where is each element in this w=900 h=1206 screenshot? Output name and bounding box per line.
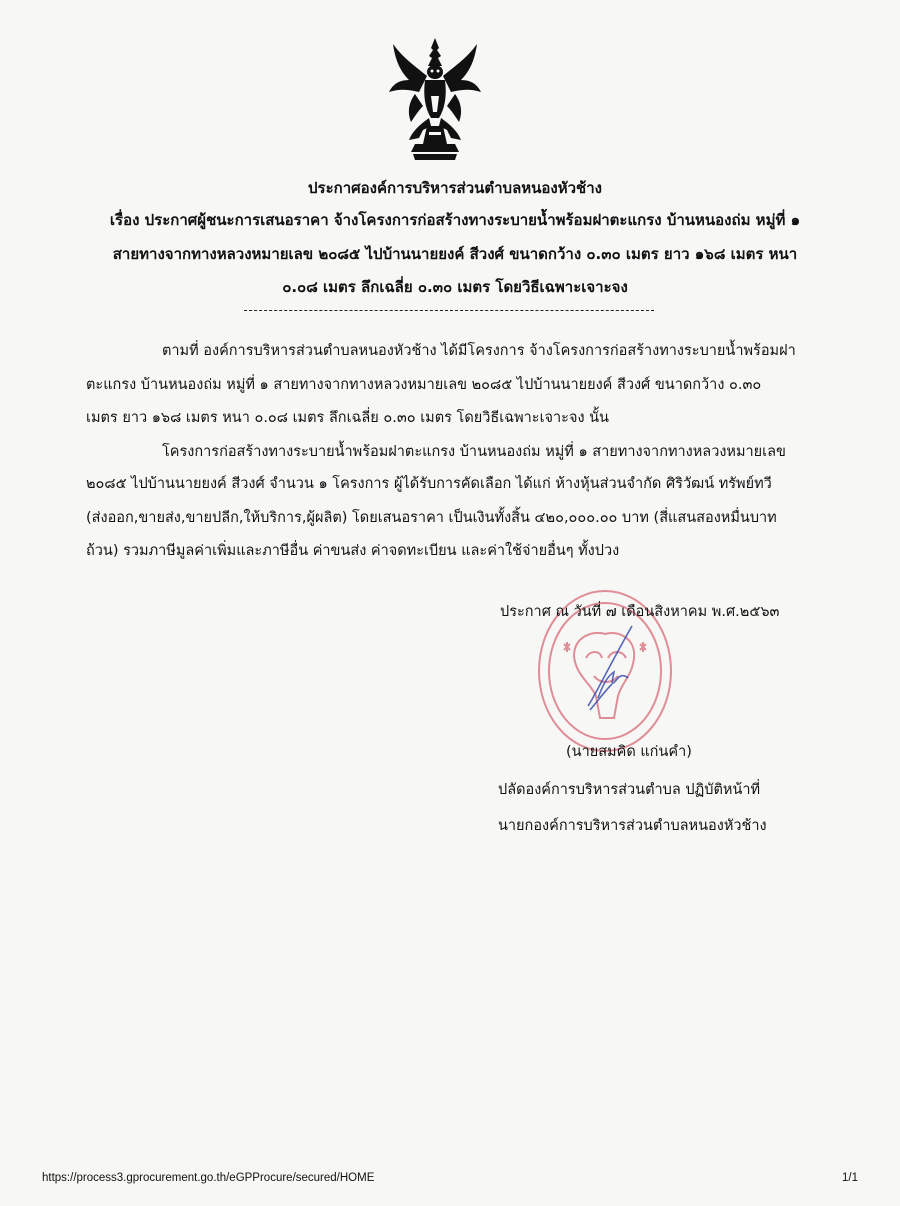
paragraph2-line-2: ๒๐๘๕ ไปบ้านนายยงค์ สีวงศ์ จำนวน ๑ โครงการ ผู้ได้รับการคัดเลือก ได้แก่ ห้างหุ้นส่วนจำกัด ศิริวัฒน์ ทรัพย์ทวี [86,476,772,492]
signatory-position-line-1: ปลัดองค์การบริหารส่วนตำบล ปฏิบัติหน้าที่ [498,782,761,798]
signatory-position-line-2: นายกองค์การบริหารส่วนตำบลหนองหัวช้าง [498,818,767,834]
paragraph1-line-2: ตะแกรง บ้านหนองถ่ม หมู่ที่ ๑ สายทางจากทางหลวงหมายเลข ๒๐๘๕ ไปบ้านนายยงค์ สีวงศ์ ขนาดกว้าง ๐.๓๐ [86,377,762,393]
separator-rule [244,310,654,311]
footer-url: https://process3.gprocurement.go.th/eGPProcure/secured/HOME [42,1172,375,1184]
page-number: 1/1 [842,1172,858,1184]
garuda-emblem-icon [385,36,485,164]
paragraph2-line-1: โครงการก่อสร้างทางระบายน้ำพร้อมฝาตะแกรง บ้านหนองถ่ม หมู่ที่ ๑ สายทางจากทางหลวงหมายเลข [162,444,786,460]
paragraph1-line-1: ตามที่ องค์การบริหารส่วนตำบลหนองหัวช้าง ได้มีโครงการ จ้างโครงการก่อสร้างทางระบายน้ำพร้อมฝา [162,343,796,359]
document-authority-title: ประกาศองค์การบริหารส่วนตำบลหนองหัวช้าง [308,179,602,197]
paragraph1-line-3: เมตร ยาว ๑๖๘ เมตร หนา ๐.๐๘ เมตร ลึกเฉลี่ย ๐.๓๐ เมตร โดยวิธีเฉพาะเจาะจง นั้น [86,410,609,426]
subject-line-1: เรื่อง ประกาศผู้ชนะการเสนอราคา จ้างโครงการก่อสร้างทางระบายน้ำพร้อมฝาตะแกรง บ้านหนองถ่ม หมู่ที่ ๑ [109,211,801,229]
signatory-name: (นายสมคิด แก่นคำ) [566,744,692,760]
subject-line-3: ๐.๐๘ เมตร ลึกเฉลี่ย ๐.๓๐ เมตร โดยวิธีเฉพาะเจาะจง [282,278,628,296]
announce-date: ประกาศ ณ วันที่ ๗ เดือนสิงหาคม พ.ศ.๒๕๖๓ [500,604,780,620]
paragraph2-line-4: ถ้วน) รวมภาษีมูลค่าเพิ่มและภาษีอื่น ค่าขนส่ง ค่าจดทะเบียน และค่าใช้จ่ายอื่นๆ ทั้งปวง [86,543,620,559]
subject-line-2: สายทางจากทางหลวงหมายเลข ๒๐๘๕ ไปบ้านนายยงค์ สีวงศ์ ขนาดกว้าง ๐.๓๐ เมตร ยาว ๑๖๘ เมตร หนา [112,245,798,263]
paragraph2-line-3: (ส่งออก,ขายส่ง,ขายปลีก,ให้บริการ,ผู้ผลิต) โดยเสนอราคา เป็นเงินทั้งสิ้น ๔๒๐,๐๐๐.๐๐ บาท (สี่แสนสองหมื่นบาท [86,510,777,526]
